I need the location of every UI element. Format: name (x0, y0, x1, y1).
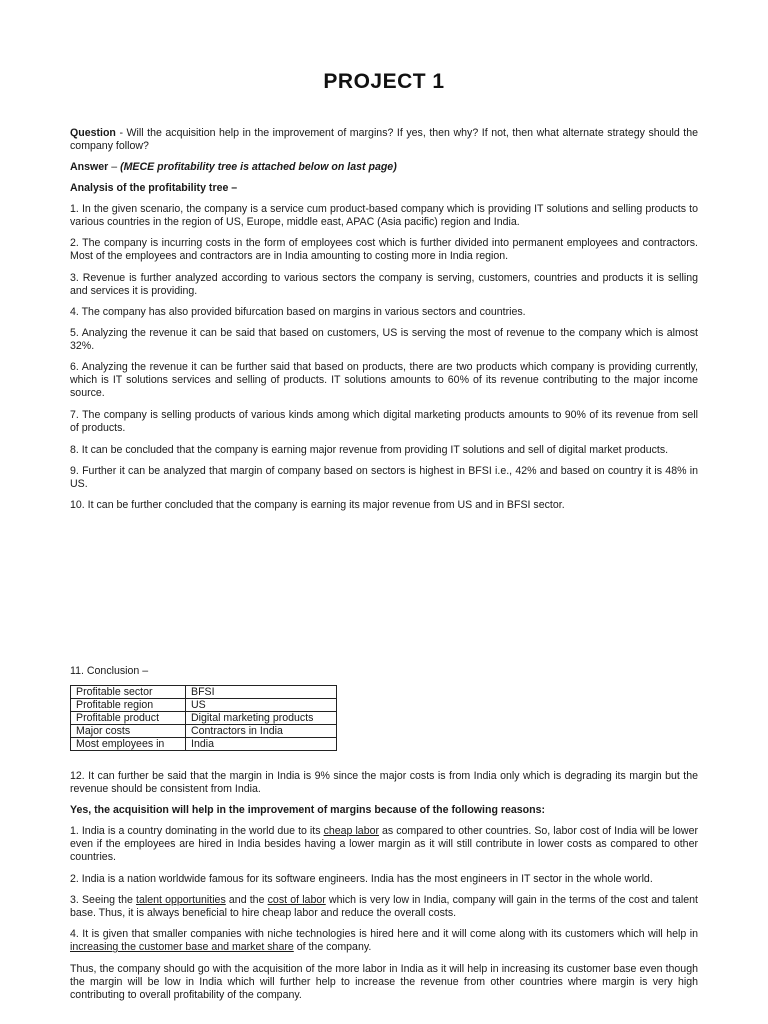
table-cell: Contractors in India (186, 725, 337, 738)
table-cell: Digital marketing products (186, 712, 337, 725)
page-title: PROJECT 1 (323, 70, 445, 93)
analysis-point-9: 9. Further it can be analyzed that margin of company based on sectors is highest in BFSI i.e., 42% and based on country it is 48% in US. (70, 465, 698, 490)
reason-4 (70, 928, 698, 954)
analysis-point-5: 5. Analyzing the revenue it can be said that based on customers, US is serving the most of revenue to the company which is almost 32%. (70, 327, 698, 352)
reason-text: 1. India is a country dominating in the world due to its (70, 825, 324, 837)
analysis-point-8: 8. It can be concluded that the company is earning major revenue from providing IT solutions and sell of digital market products. (70, 444, 669, 456)
table-cell: Most employees in (71, 738, 186, 751)
reason-text: as compared to other countries. So, labor cost of India will be lower even if the employees are hired in India besides having a lower margin as it will still contribute in lower costs as compared to other countries. (70, 825, 698, 863)
underlined-phrase: cost of labor (267, 894, 326, 906)
table-cell: India (186, 738, 337, 751)
analysis-point-3: 3. Revenue is further analyzed according to various sectors the company is serving, customers, countries and products it is selling and services it is providing. (70, 272, 698, 297)
analysis-point-7: 7. The company is selling products of various kinds among which digital marketing products amounts to 90% of its revenue from sell of products. (70, 409, 698, 434)
underlined-phrase: talent opportunities (136, 894, 226, 906)
table-row (71, 712, 337, 725)
underlined-phrase: increasing the customer base and market share (70, 941, 294, 953)
table-cell: Major costs (71, 725, 186, 738)
table-row (71, 725, 337, 738)
analysis-point-10: 10. It can be further concluded that the company is earning its major revenue from US and in BFSI sector. (70, 499, 565, 511)
table-cell: US (186, 699, 337, 712)
answer-dash: – (108, 161, 121, 173)
table-cell: BFSI (186, 686, 337, 699)
table-row (71, 686, 337, 699)
reason-text: of the company. (293, 941, 372, 953)
answer-text: (MECE profitability tree is attached below on last page) (120, 161, 397, 173)
reason-text: and the (225, 894, 268, 906)
reason-2: 2. India is a nation worldwide famous for its software engineers. India has the most engineers in IT sector in the whole world. (70, 873, 653, 885)
question-label: Question (70, 127, 116, 139)
acquisition-heading: Yes, the acquisition will help in the improvement of margins because of the following reasons: (70, 804, 546, 816)
analysis-heading: Analysis of the profitability tree – (70, 182, 238, 194)
table-cell: Profitable product (71, 712, 186, 725)
analysis-point-1: 1. In the given scenario, the company is a service cum product-based company which is providing IT solutions and selling products to various countries in the region of US, Europe, middle east, APAC (Asia pacific) region and India. (70, 203, 698, 228)
analysis-point-2: 2. The company is incurring costs in the form of employees cost which is further divided into permanent employees and contractors. Most of the employees and contractors are in India amounting to costing more in India region. (70, 237, 698, 262)
reason-3 (70, 894, 698, 920)
reason-text: which is very low in India, company will gain in the terms of the cost and talent base. Thus, it is always beneficial to hire cheap labor and reduce the overall costs. (70, 894, 698, 919)
table-row (71, 738, 337, 751)
final-paragraph: Thus, the company should go with the acquisition of the more labor in India as it will help in increasing its customer base even though the margin will be low in India which will further help to increase the revenue from other countries where margin is very high contributing to overall profitability of the company. (70, 963, 698, 1001)
reason-1 (70, 825, 698, 864)
underlined-phrase: cheap labor (323, 825, 380, 837)
answer-label: Answer (70, 161, 109, 173)
answer-paragraph (70, 161, 698, 174)
table-cell: Profitable region (71, 699, 186, 712)
reason-text: 4. It is given that smaller companies with niche technologies is hired here and it will come along with its customers which will help in (70, 928, 698, 940)
table-cell: Profitable sector (71, 686, 186, 699)
analysis-point-4: 4. The company has also provided bifurcation based on margins in various sectors and countries. (70, 306, 526, 318)
conclusion-heading: 11. Conclusion – (70, 665, 149, 677)
table-row (71, 699, 337, 712)
conclusion-table (70, 685, 337, 751)
question-paragraph (70, 127, 698, 153)
analysis-point-6: 6. Analyzing the revenue it can be further said that based on products, there are two products which company is providing currently, which is IT solutions services and selling of products. IT solutions amounts to 60% of its revenue contributing to the major income source. (70, 361, 698, 399)
point-12: 12. It can further be said that the margin in India is 9% since the major costs is from India only which is degrading its margin but the revenue should be consistent from India. (70, 770, 698, 795)
question-text: - Will the acquisition help in the improvement of margins? If yes, then why? If not, then what alternate strategy should the company follow? (70, 127, 698, 152)
reason-text: 3. Seeing the (70, 894, 137, 906)
